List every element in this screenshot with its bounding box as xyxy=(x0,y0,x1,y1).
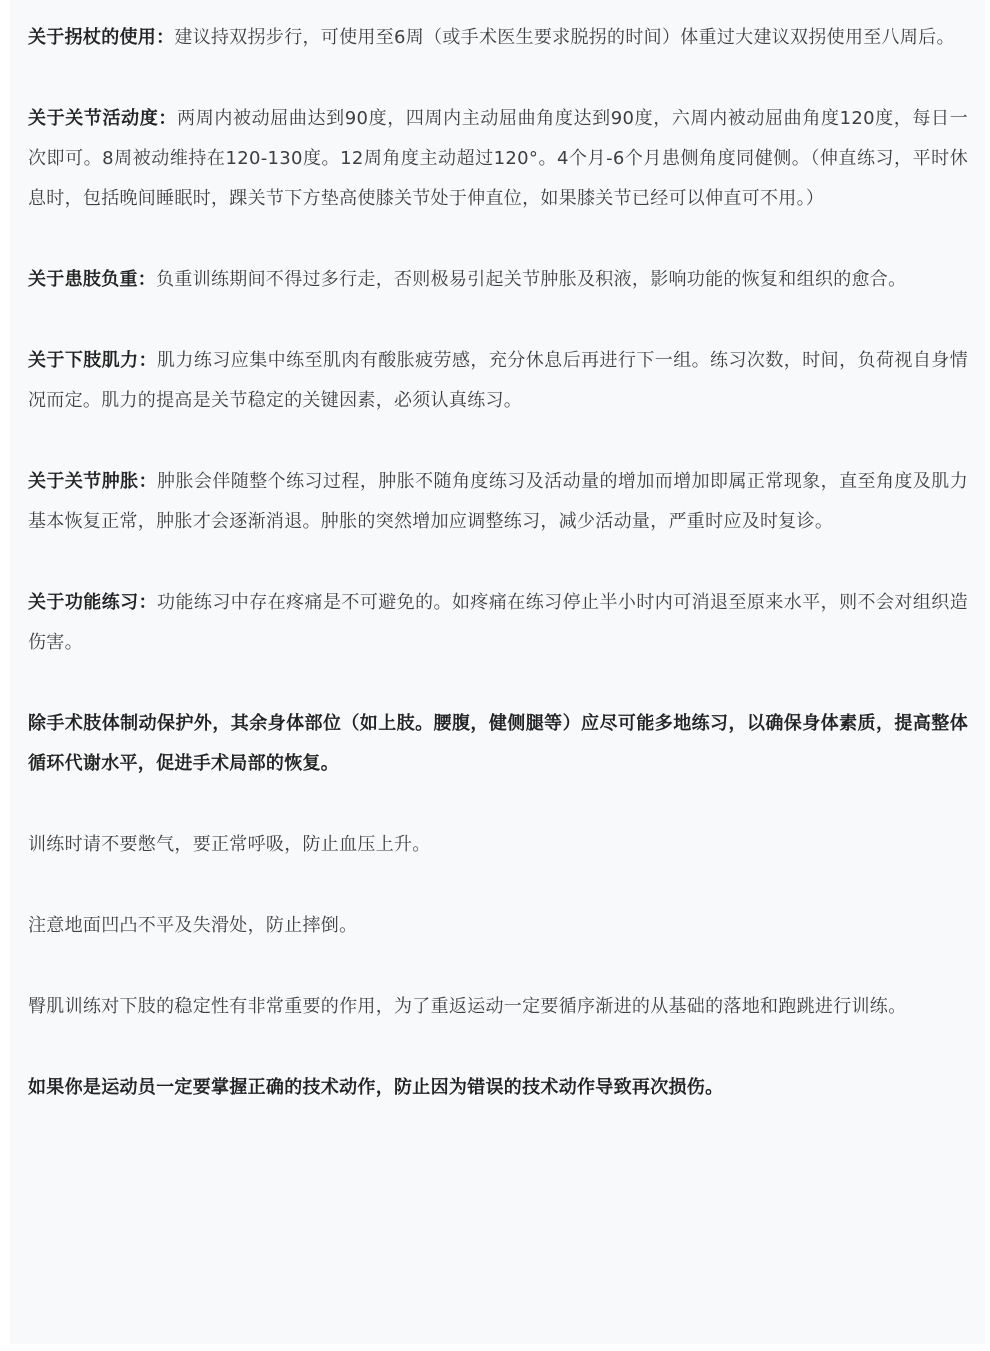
section-body: 肌力练习应集中练至肌肉有酸胀疲劳感，充分休息后再进行下一组。练习次数，时间，负荷视自身情况而定。肌力的提高是关节稳定的关键因素，必须认真练习。 xyxy=(28,350,968,411)
section-heading: 关于患肢负重： xyxy=(28,269,157,290)
section-joint-swelling xyxy=(28,462,968,542)
emphasis-athlete: 如果你是运动员一定要掌握正确的技术动作，防止因为错误的技术动作导致再次损伤。 xyxy=(28,1077,724,1098)
section-crutches xyxy=(28,18,968,58)
section-weight-bearing xyxy=(28,260,968,300)
section-body: 功能练习中存在疼痛是不可避免的。如疼痛在练习停止半小时内可消退至原来水平，则不会对组织造伤害。 xyxy=(28,592,968,653)
section-body: 建议持双拐步行，可使用至6周（或手术医生要求脱拐的时间）体重过大建议双拐使用至八周后。 xyxy=(174,27,955,48)
section-heading: 关于功能练习： xyxy=(28,592,158,613)
section-functional-exercise xyxy=(28,583,968,663)
article-content xyxy=(28,18,968,1108)
section-heading: 关于关节肿胀： xyxy=(28,471,158,492)
note-floor-safety: 注意地面凹凸不平及失滑处，防止摔倒。 xyxy=(28,915,358,936)
note-breathing: 训练时请不要憋气，要正常呼吸，防止血压上升。 xyxy=(28,834,431,855)
note-glute-training: 臀肌训练对下肢的稳定性有非常重要的作用，为了重返运动一定要循序渐进的从基础的落地和跑跳进行训练。 xyxy=(28,996,907,1017)
section-body: 两周内被动屈曲达到90度，四周内主动屈曲角度达到90度，六周内被动屈曲角度120度，每日一次即可。8周被动维持在120-130度。12周角度主动超过120°。4个月-6个月患侧角度同健侧。（伸直练习，平时休息时，包括晚间睡眠时，踝关节下方垫高使膝关节处于伸直位，如果膝关节已经可以伸直可不用。） xyxy=(28,108,968,209)
emphasis-paragraph: 除手术肢体制动保护外，其余身体部位（如上肢。腰腹，健侧腿等）应尽可能多地练习，以确保身体素质，提高整体循环代谢水平，促进手术局部的恢复。 xyxy=(28,713,968,774)
section-body: 肿胀会伴随整个练习过程，肿胀不随角度练习及活动量的增加而增加即属正常现象，直至角度及肌力基本恢复正常，肿胀才会逐渐消退。肿胀的突然增加应调整练习，减少活动量，严重时应及时复诊。 xyxy=(28,471,968,532)
section-muscle-strength xyxy=(28,341,968,421)
section-heading: 关于拐杖的使用： xyxy=(28,27,175,48)
section-body: 负重训练期间不得过多行走，否则极易引起关节肿胀及积液，影响功能的恢复和组织的愈合。 xyxy=(156,269,907,290)
section-heading: 关于下肢肌力： xyxy=(28,350,158,371)
section-heading: 关于关节活动度： xyxy=(28,108,178,129)
section-range-of-motion xyxy=(28,99,968,219)
